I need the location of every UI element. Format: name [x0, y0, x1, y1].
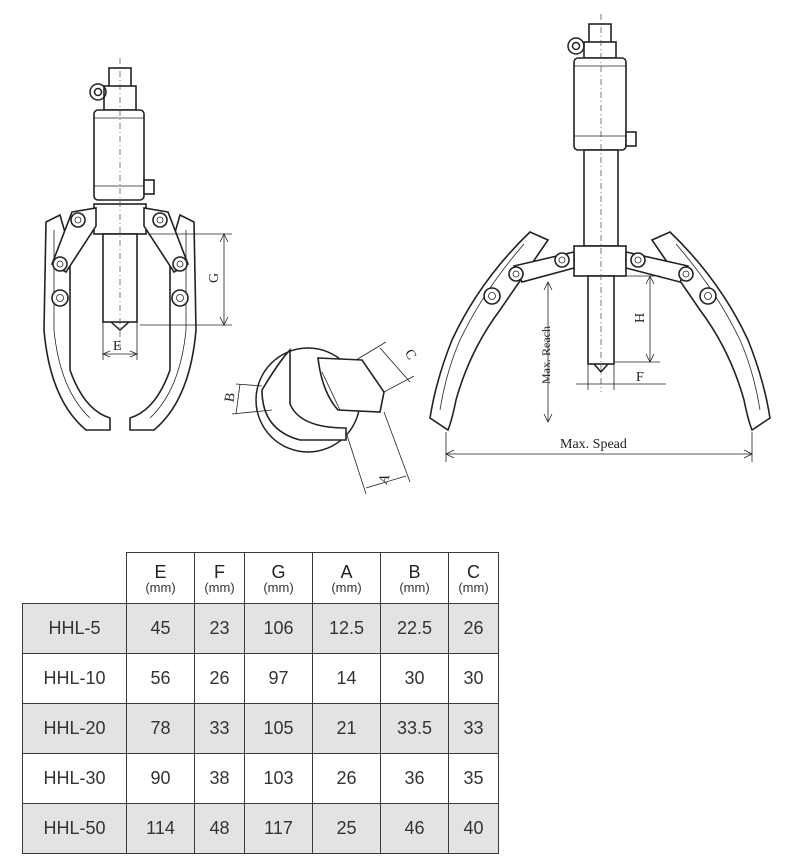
value-cell: 26 — [195, 654, 245, 704]
value-cell: 23 — [195, 604, 245, 654]
column-header-c: C (mm) — [449, 553, 499, 604]
value-cell: 26 — [449, 604, 499, 654]
table-row — [23, 754, 499, 804]
column-header-e: E (mm) — [127, 553, 195, 604]
table-row — [23, 804, 499, 854]
value-cell: 117 — [245, 804, 313, 854]
closed-puller-drawing — [44, 58, 232, 430]
value-cell: 40 — [449, 804, 499, 854]
model-cell: HHL-5 — [23, 604, 127, 654]
value-cell: 105 — [245, 704, 313, 754]
value-cell: 33 — [195, 704, 245, 754]
column-header-f: F (mm) — [195, 553, 245, 604]
dimension-label-a: A — [376, 471, 394, 487]
value-cell: 25 — [313, 804, 381, 854]
value-cell: 22.5 — [381, 604, 449, 654]
column-header-a: A (mm) — [313, 553, 381, 604]
open-puller-drawing — [430, 14, 770, 462]
value-cell: 78 — [127, 704, 195, 754]
value-cell: 56 — [127, 654, 195, 704]
dimension-label-h: H — [633, 312, 648, 323]
value-cell: 30 — [449, 654, 499, 704]
dimension-label-max-reach: Max. Reach — [539, 326, 553, 384]
value-cell: 33.5 — [381, 704, 449, 754]
value-cell: 26 — [313, 754, 381, 804]
value-cell: 114 — [127, 804, 195, 854]
value-cell: 46 — [381, 804, 449, 854]
table-row — [23, 704, 499, 754]
value-cell: 14 — [313, 654, 381, 704]
value-cell: 12.5 — [313, 604, 381, 654]
specification-table — [22, 552, 499, 854]
model-cell: HHL-10 — [23, 654, 127, 704]
dimension-label-b: B — [222, 391, 239, 404]
value-cell: 30 — [381, 654, 449, 704]
table-row — [23, 604, 499, 654]
value-cell: 48 — [195, 804, 245, 854]
value-cell: 38 — [195, 754, 245, 804]
jaw-tip-detail-drawing — [232, 342, 414, 494]
dimension-label-max-spread: Max. Spead — [560, 437, 627, 452]
model-cell: HHL-30 — [23, 754, 127, 804]
model-cell: HHL-50 — [23, 804, 127, 854]
value-cell: 33 — [449, 704, 499, 754]
dimension-label-f: F — [636, 370, 644, 385]
value-cell: 21 — [313, 704, 381, 754]
column-header-b: B (mm) — [381, 553, 449, 604]
dimension-label-e: E — [113, 339, 122, 354]
table-row — [23, 654, 499, 704]
value-cell: 45 — [127, 604, 195, 654]
table-corner-cell — [23, 553, 127, 604]
value-cell: 90 — [127, 754, 195, 804]
table-header-row — [23, 553, 499, 604]
value-cell: 97 — [245, 654, 313, 704]
value-cell: 106 — [245, 604, 313, 654]
value-cell: 103 — [245, 754, 313, 804]
value-cell: 35 — [449, 754, 499, 804]
model-cell: HHL-20 — [23, 704, 127, 754]
value-cell: 36 — [381, 754, 449, 804]
dimension-label-g: G — [207, 272, 222, 283]
dimension-label-c: C — [401, 347, 419, 363]
column-header-g: G (mm) — [245, 553, 313, 604]
